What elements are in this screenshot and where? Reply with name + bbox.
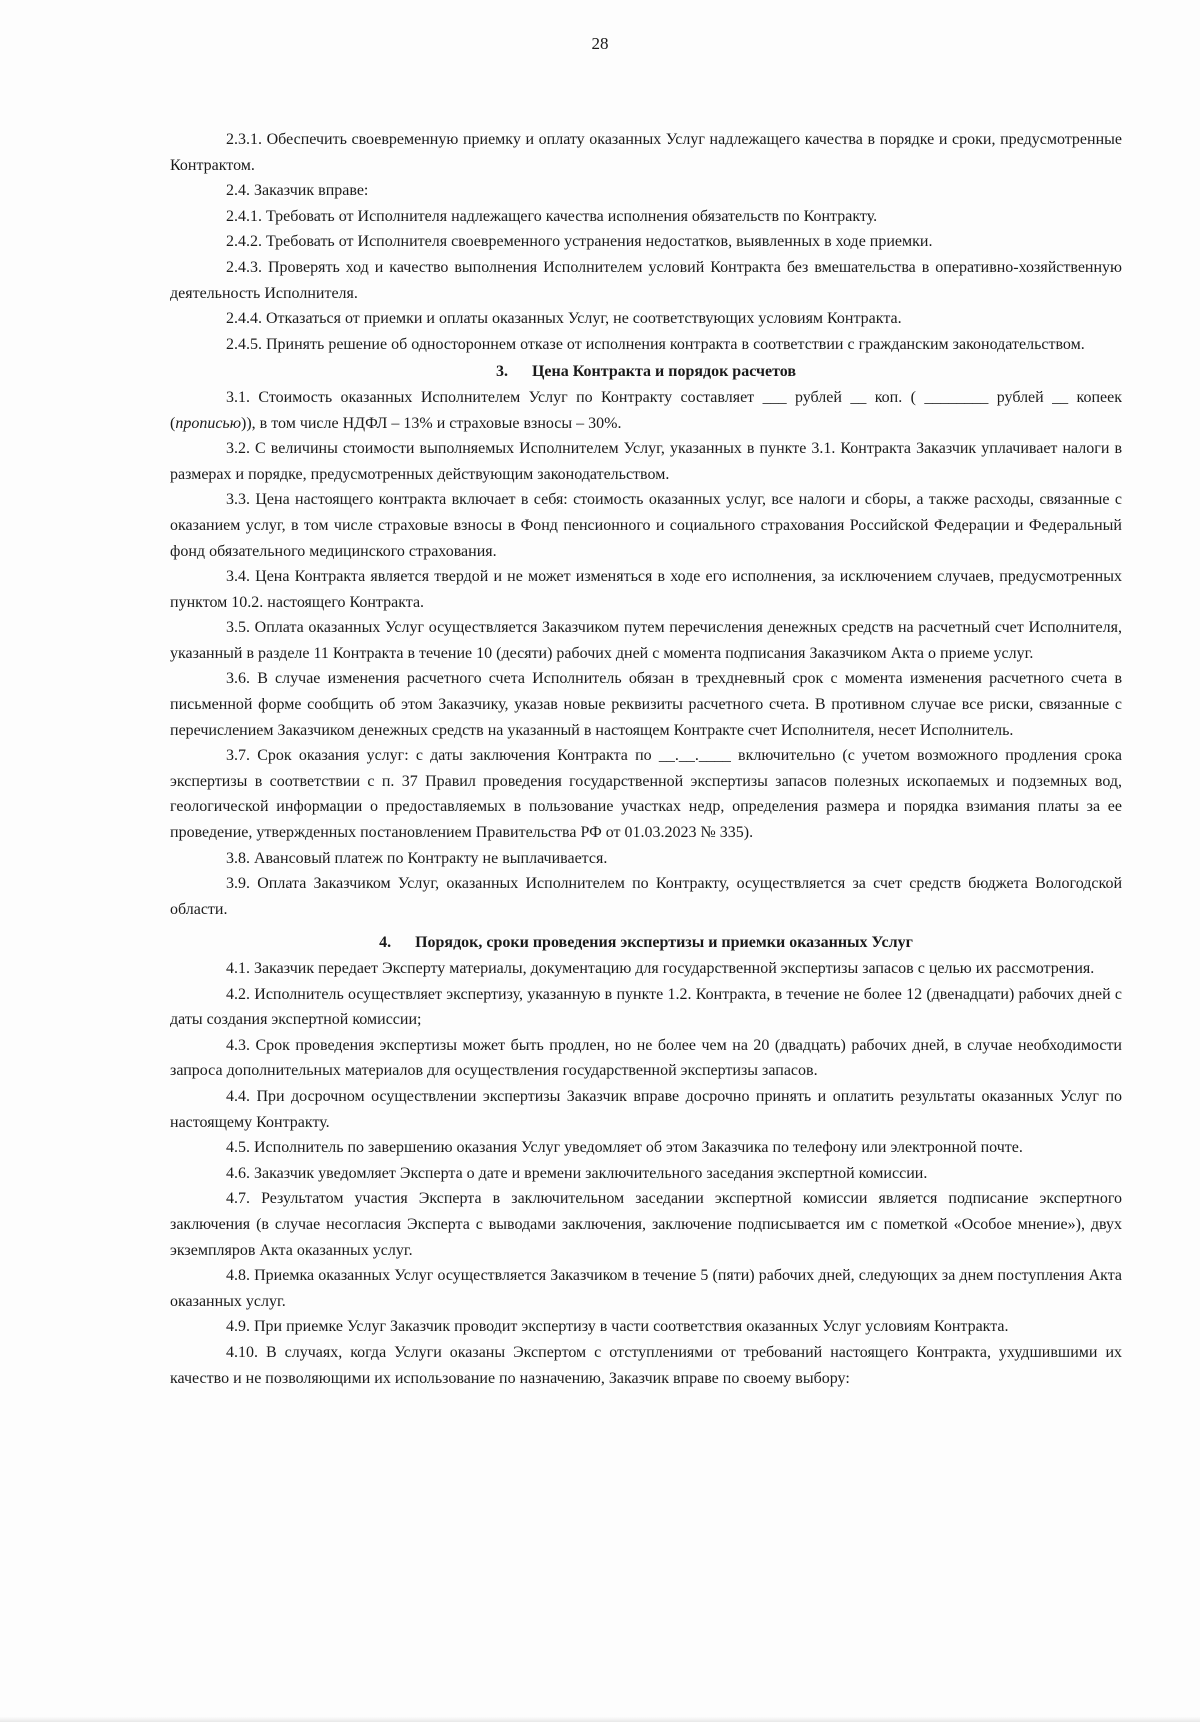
paragraph-3-9: 3.9. Оплата Заказчиком Услуг, оказанных Исполнителем по Контракту, осуществляется за счет средств бюджета Вологодской области. (170, 875, 1122, 918)
paragraph-4-1: 4.1. Заказчик передает Эксперту материалы, документацию для государственной экспертизы запасов с целью их рассмотрения. (226, 960, 1095, 977)
paragraph-4-10: 4.10. В случаях, когда Услуги оказаны Экспертом с отступлениями от требований настоящего Контракта, ухудшившими их качество и не позволяющими их использование по назначению, Заказчик вправе по своему выбору: (170, 1343, 1122, 1387)
paragraph-3-1-italic: прописью (175, 414, 241, 432)
section-4-title: Порядок, сроки проведения экспертизы и приемки оказанных Услуг (415, 934, 913, 952)
paragraph-2-3-1: 2.3.1. Обеспечить своевременную приемку и оплату оказанных Услуг надлежащего качества в порядке и сроки, предусмотренные Контрактом. (170, 131, 1122, 174)
scan-edge (0, 1716, 1200, 1722)
paragraph-3-5: 3.5. Оплата оказанных Услуг осуществляется Заказчиком путем перечисления денежных средств на расчетный счет Исполнителя, указанный в разделе 11 Контракта в течение 10 (десяти) рабочих дней с момента подписания Заказчиком Акта о приеме услуг. (170, 619, 1122, 662)
section-4-heading (170, 930, 1122, 956)
paragraph-3-8: 3.8. Авансовый платеж по Контракту не выплачивается. (226, 849, 608, 867)
paragraph-2-4-3: 2.4.3. Проверять ход и качество выполнения Исполнителем условий Контракта без вмешательства в оперативно-хозяйственную деятельность Исполнителя. (170, 258, 1122, 302)
paragraph-3-1-after: )), в том числе НДФЛ – 13% и страховые взносы – 30%. (241, 414, 622, 432)
paragraph-3-1-before: 3.1. Стоимость оказанных Исполнителем Услуг по Контракту составляет ___ рублей __ коп. ( ________ рублей __ копеек ( (170, 388, 1122, 432)
paragraph-4-6: 4.6. Заказчик уведомляет Эксперта о дате и времени заключительного заседания экспертной комиссии. (226, 1164, 928, 1182)
paragraph-4-2: 4.2. Исполнитель осуществляет экспертизу, указанную в пункте 1.2. Контракта, в течение не более 12 (двенадцати) рабочих дней с даты создания экспертной комиссии; (170, 985, 1122, 1029)
paragraph-2-4-1: 2.4.1. Требовать от Исполнителя надлежащего качества исполнения обязательств по Контракту. (226, 207, 878, 225)
paragraph-4-4: 4.4. При досрочном осуществлении экспертизы Заказчик вправе досрочно принять и оплатить результаты оказанных Услуг по настоящему Контракту. (170, 1087, 1122, 1131)
section-3-number: 3. (495, 363, 508, 381)
paragraph-4-9: 4.9. При приемке Услуг Заказчик проводит экспертизу в части соответствия оказанных Услуг условиям Контракта. (226, 1318, 1009, 1336)
paragraph-4-7: 4.7. Результатом участия Эксперта в заключительном заседании экспертной комиссии является подписание экспертного заключения (в случае несогласия Эксперта с выводами заключения, заключение подписывается им с пометкой «Особое мнение»), двух экземпляров Акта оказанных услуг. (170, 1190, 1122, 1259)
paragraph-3-2: 3.2. С величины стоимости выполняемых Исполнителем Услуг, указанных в пункте 3.1. Контракта Заказчик уплачивает налоги в размерах и порядке, предусмотренных действующим законодательством. (170, 440, 1122, 483)
paragraph-4-3: 4.3. Срок проведения экспертизы может быть продлен, но не более чем на 20 (двадцать) рабочих дней, в случае необходимости запроса дополнительных материалов для осуществления государственной экспертизы запасов. (170, 1036, 1122, 1080)
paragraph-3-3: 3.3. Цена настоящего контракта включает в себя: стоимость оказанных услуг, все налоги и сборы, а также расходы, связанные с оказанием услуг, в том числе страховые взносы в Фонд пенсионного и социального страхования Российской Федерации и Федеральный фонд обязательного медицинского страхования. (170, 491, 1122, 560)
paragraph-2-4-5: 2.4.5. Принять решение об одностороннем отказе от исполнения контракта в соответствии с гражданским законодательством. (226, 335, 1085, 353)
paragraph-2-4-4: 2.4.4. Отказаться от приемки и оплаты оказанных Услуг, не соответствующих условиям Контракта. (226, 310, 902, 328)
document-body (170, 127, 1122, 1391)
paragraph-4-5: 4.5. Исполнитель по завершению оказания Услуг уведомляет об этом Заказчика по телефону или электронной почте. (226, 1139, 1023, 1157)
paragraph-3-6: 3.6. В случае изменения расчетного счета Исполнитель обязан в трехдневный срок с момента изменения расчетного счета в письменной форме сообщить об этом Заказчику, указав новые реквизиты расчетного счета. В противном случае все риски, связанные с перечислением Заказчиком денежных средств на указанный в настоящем Контракте счет Исполнителя, несет Исполнитель. (170, 670, 1122, 739)
section-3-title: Цена Контракта и порядок расчетов (531, 363, 796, 381)
paragraph-3-7: 3.7. Срок оказания услуг: с даты заключения Контракта по __.__.____ включительно (с учетом возможного продления срока экспертизы в соответствии с п. 37 Правил проведения государственной экспертизы запасов полезных ископаемых и подземных вод, геологической информации о предоставляемых в пользование участках недр, определения размера и порядка взимания платы за ее проведение, утвержденных постановлением Правительства РФ от 01.03.2023 № 335). (170, 747, 1122, 842)
page-number: 28 (591, 34, 609, 53)
section-4-number: 4. (379, 934, 392, 952)
paragraph-2-4-2: 2.4.2. Требовать от Исполнителя своевременного устранения недостатков, выявленных в ходе приемки. (226, 233, 933, 251)
section-3-heading (170, 359, 1122, 385)
paragraph-3-4: 3.4. Цена Контракта является твердой и не может изменяться в ходе его исполнения, за исключением случаев, предусмотренных пунктом 10.2. настоящего Контракта. (170, 568, 1122, 611)
paragraph-2-4: 2.4. Заказчик вправе: (226, 182, 369, 200)
paragraph-3-1 (170, 385, 1122, 436)
paragraph-4-8: 4.8. Приемка оказанных Услуг осуществляется Заказчиком в течение 5 (пяти) рабочих дней, следующих за днем поступления Акта оказанных услуг. (170, 1267, 1122, 1310)
